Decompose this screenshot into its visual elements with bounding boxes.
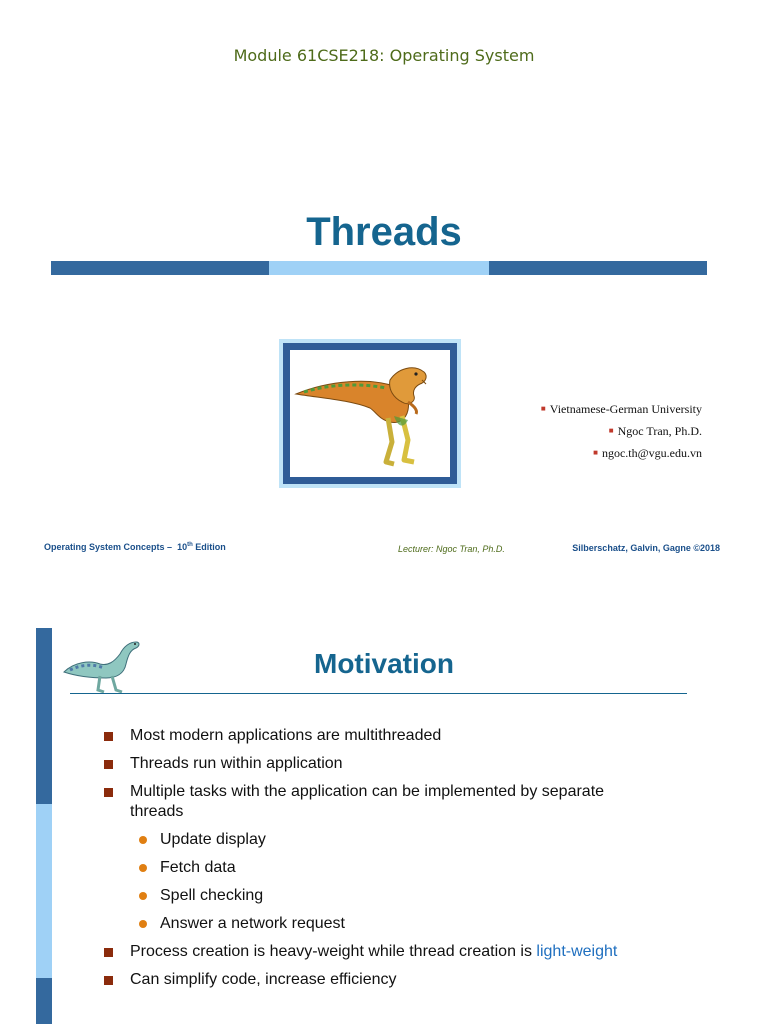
- bar-segment-dark: [489, 261, 707, 275]
- square-bullet-icon: ■: [608, 426, 614, 435]
- slide-title: Threads: [306, 210, 462, 254]
- footer-book: Operating System Concepts – 10th Edition: [44, 542, 226, 552]
- square-bullet-icon: ■: [540, 404, 546, 413]
- list-item: Process creation is heavy-weight while thread creation is light-weight: [104, 942, 624, 962]
- dinosaur-icon: [290, 350, 450, 477]
- bullet-list: [104, 726, 624, 998]
- info-email: ■ ngoc.th@vgu.edu.vn: [593, 446, 702, 460]
- square-bullet-icon: ■: [593, 448, 598, 457]
- list-item: Most modern applications are multithreaded: [104, 726, 624, 746]
- bar-segment-light: [269, 261, 489, 275]
- sub-list-item: Answer a network request: [104, 914, 624, 934]
- footer-lecturer: Lecturer: Ngoc Tran, Ph.D.: [398, 544, 505, 554]
- slide-heading: Motivation: [314, 648, 454, 679]
- footer-authors: Silberschatz, Galvin, Gagne ©2018: [572, 543, 720, 553]
- dinosaur-logo-frame: [279, 339, 461, 488]
- motivation-slide: [0, 628, 768, 1024]
- heading-divider: [70, 693, 687, 694]
- module-title: Module 61CSE218: Operating System: [233, 46, 535, 65]
- title-underline-bar: [51, 261, 707, 275]
- bar-segment-dark: [51, 261, 269, 275]
- highlight-text: light-weight: [536, 943, 618, 960]
- list-item: Threads run within application: [104, 754, 624, 774]
- list-item: Multiple tasks with the application can be implemented by separate threads: [104, 782, 624, 822]
- sub-list-item: Update display: [104, 830, 624, 850]
- list-item: Can simplify code, increase efficiency: [104, 970, 624, 990]
- slide-sidebar: [36, 628, 52, 1024]
- author-info-list: [541, 398, 702, 464]
- sub-list-item: Spell checking: [104, 886, 624, 906]
- info-lecturer: ■ Ngoc Tran, Ph.D.: [608, 424, 702, 438]
- info-university: ■ Vietnamese-German University: [540, 402, 702, 416]
- sub-list-item: Fetch data: [104, 858, 624, 878]
